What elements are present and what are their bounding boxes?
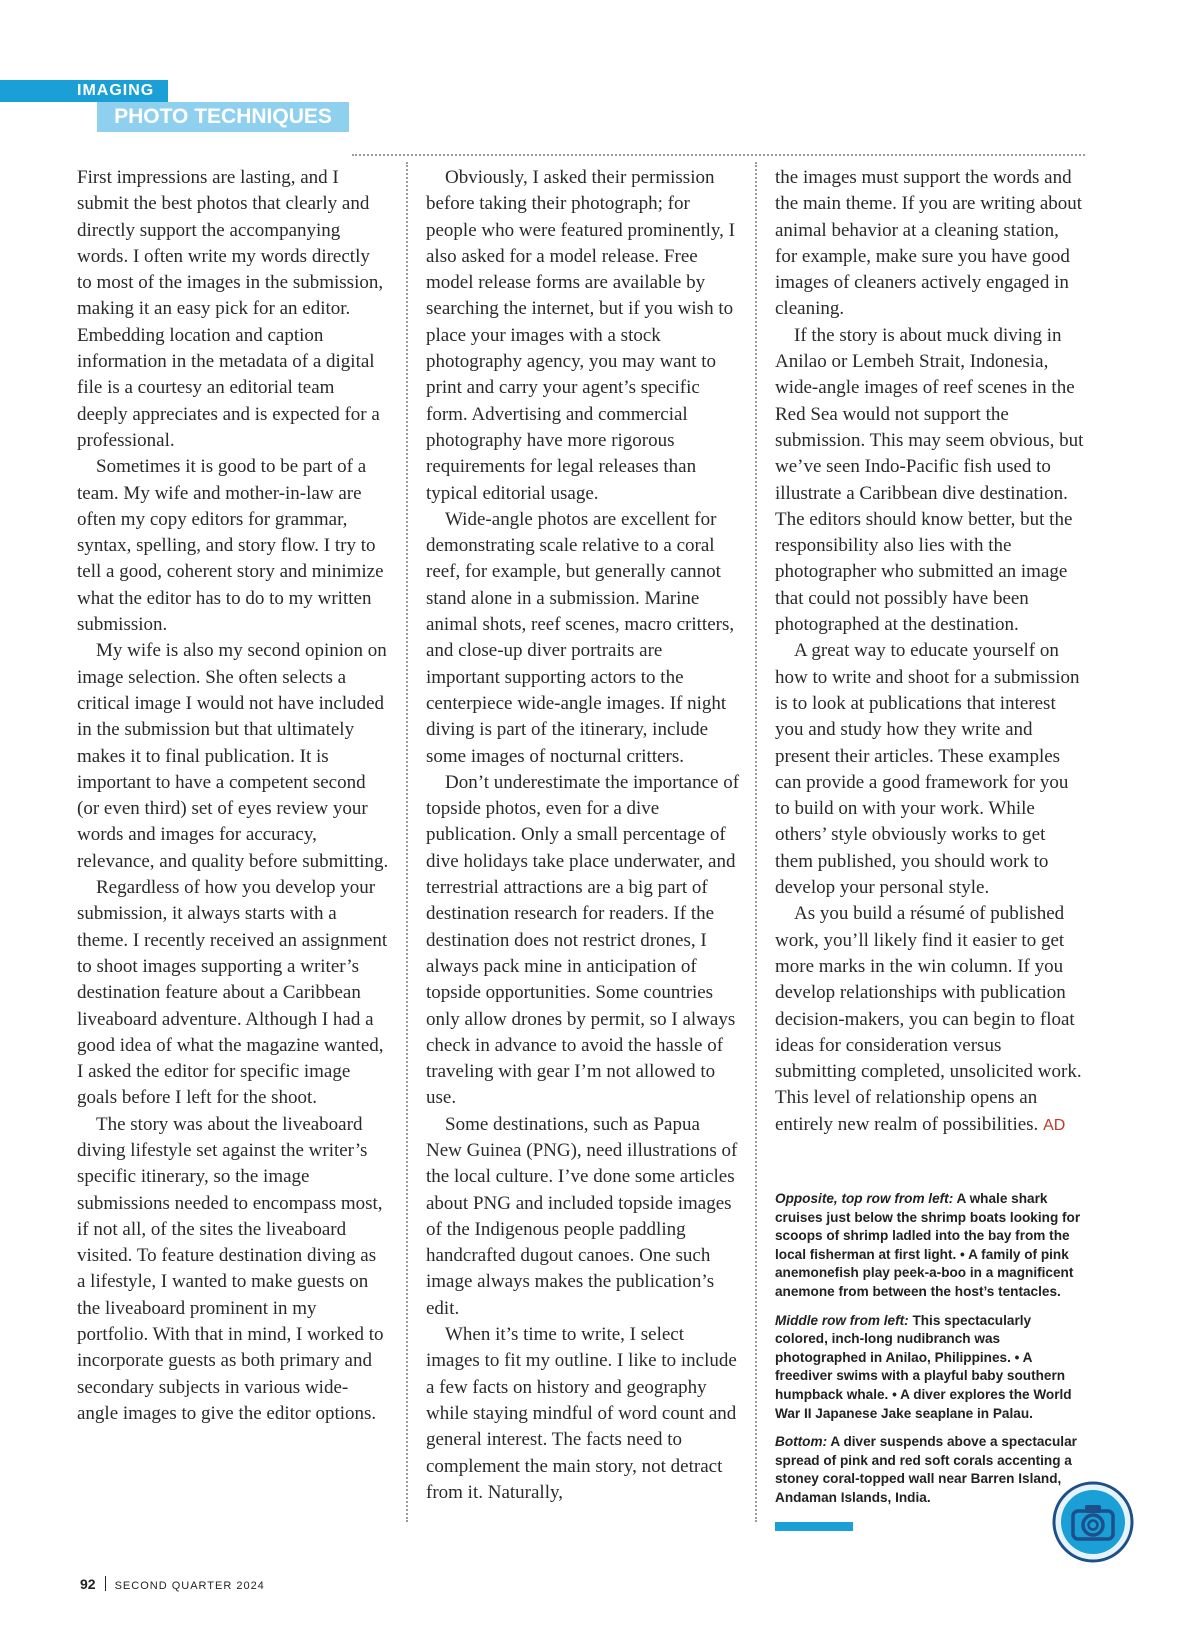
- caption-text: This spectacularly colored, inch-long nudibranch was photographed in Anilao, Philippines. • A freediver swims with a playful baby southern humpback whale. • A diver explores the World War II Japanese Jake seaplane in Palau.: [775, 1312, 1072, 1421]
- caption-text: A diver suspends above a spectacular spread of pink and red soft corals accenting a stoney coral-topped wall near Barren Island, Andaman Islands, India.: [775, 1434, 1077, 1505]
- caption-lead: Middle row from left:: [775, 1312, 909, 1328]
- page-footer: [80, 1576, 265, 1594]
- caption-lead: Bottom:: [775, 1434, 828, 1450]
- article-column-3: [775, 165, 1085, 1139]
- end-mark: AD: [1043, 1116, 1066, 1134]
- paragraph: The story was about the liveaboard diving lifestyle set against the writer’s specific itinerary, so the image submissions needed to encompass most, if not all, of the sites the liveaboard visited. To feature destination diving as a lifestyle, I wanted to make guests on the liveaboard prominent in my portfolio. With that in mind, I worked to incorporate guests as both primary and secondary subjects in various wide-angle images to give the editor options.: [77, 1113, 384, 1424]
- paragraph: Some destinations, such as Papua New Guinea (PNG), need illustrations of the local culture. I’ve done some articles about PNG and included topside images of the Indigenous people paddling handcrafted dugout canoes. One such image always makes the publication’s edit.: [426, 1113, 738, 1319]
- column-divider: [755, 162, 757, 1522]
- caption: [775, 1433, 1087, 1507]
- paragraph: First impressions are lasting, and I submit the best photos that clearly and directly support the accompanying words. I often write my words directly to most of the images in the submission, making it an easy pick for an editor. Embedding location and caption information in the metadata of a digital file is a courtesy an editorial team deeply appreciates and is expected for a professional.: [77, 167, 384, 451]
- column-divider: [406, 162, 408, 1522]
- paragraph: If the story is about muck diving in Anilao or Lembeh Strait, Indonesia, wide-angle images of reef scenes in the Red Sea would not support the submission. This may seem obvious, but we’ve seen Indo-Pacific fish used to illustrate a Caribbean dive destination. The editors should know better, but the responsibility also lies with the photographer who submitted an image that could not possibly have been photographed at the destination.: [775, 324, 1084, 636]
- footer-divider: [105, 1576, 106, 1591]
- issue-label: SECOND QUARTER 2024: [114, 1580, 265, 1592]
- paragraph: [775, 901, 1085, 1139]
- paragraph-text: As you build a résumé of published work, you’ll likely find it easier to get more marks in the win column. If you develop relationships with publication decision-makers, you can begin to float ideas for consideration versus submitting completed, unsolicited work. This level of relationship opens an entirely new realm of possibilities.: [775, 903, 1082, 1135]
- paragraph: Don’t underestimate the importance of topside photos, even for a dive publication. Only a small percentage of dive holidays take place underwater, and terrestrial attractions are a big part of destination research for readers. If the destination does not restrict drones, I always pack mine in anticipation of topside opportunities. Some countries only allow drones by permit, so I always check in advance to avoid the hassle of traveling with gear I’m not allowed to use.: [426, 771, 740, 1109]
- paragraph: Obviously, I asked their permission before taking their photograph; for people who were featured prominently, I also asked for a model release. Free model release forms are available by searching the internet, but if you wish to place your images with a stock photography agency, you may want to print and carry your agent’s specific form. Advertising and commercial photography have more rigorous requirements for legal releases than typical editorial usage.: [426, 167, 735, 504]
- caption-accent-bar: [775, 1522, 853, 1531]
- paragraph: My wife is also my second opinion on image selection. She often selects a critical image I would not have included in the submission but that ultimately makes it to final publication. It is important to have a competent second (or even third) set of eyes review your words and images for accuracy, relevance, and quality before submitting.: [77, 640, 389, 872]
- paragraph: Regardless of how you develop your submission, it always starts with a theme. I recently received an assignment to shoot images supporting a writer’s destination feature about a Caribbean liveaboard adventure. Although I had a good idea of what the magazine wanted, I asked the editor for specific image goals before I left for the shoot.: [77, 877, 388, 1109]
- paragraph: When it’s time to write, I select images to fit my outline. I like to include a few facts on history and geography while staying mindful of word count and general interest. The facts need to complement the main story, not detract from it. Naturally,: [426, 1324, 737, 1503]
- paragraph: Sometimes it is good to be part of a team. My wife and mother-in-law are often my copy editors for grammar, syntax, spelling, and story flow. I try to tell a good, coherent story and minimize what the editor has to do to my written submission.: [77, 456, 384, 636]
- photo-captions: [775, 1190, 1087, 1518]
- caption: [775, 1190, 1087, 1302]
- section-label: IMAGING: [0, 80, 168, 102]
- header-divider: [352, 154, 1085, 156]
- subsection-label: PHOTO TECHNIQUES: [97, 102, 349, 132]
- paragraph: Wide-angle photos are excellent for demonstrating scale relative to a coral reef, for example, but generally cannot stand alone in a submission. Marine animal shots, reef scenes, macro critters, and close-up diver portraits are important supporting actors to the centerpiece wide-angle images. If night diving is part of the itinerary, include some images of nocturnal critters.: [426, 508, 735, 767]
- paragraph: A great way to educate yourself on how to write and shoot for a submission is to look at publications that interest you and study how they write and present their articles. These examples can provide a good framework for you to build on with your work. While others’ style obviously works to get them published, you should work to develop your personal style.: [775, 640, 1080, 899]
- caption: [775, 1312, 1087, 1424]
- caption-lead: Opposite, top row from left:: [775, 1191, 954, 1206]
- caption-text: A whale shark cruises just below the shrimp boats looking for scoops of shrimp ladled into the bay from the local fisherman at first light. • A family of pink anemonefish play peek-a-boo in a magnificent anemone from between the host’s tentacles.: [775, 1191, 1081, 1299]
- article-column-1: [77, 165, 389, 1427]
- article-column-2: [426, 165, 740, 1506]
- camera-icon: [1052, 1481, 1134, 1563]
- page-number: 92: [80, 1576, 96, 1592]
- paragraph: the images must support the words and the main theme. If you are writing about animal behavior at a cleaning station, for example, make sure you have good images of cleaners actively engaged in cleaning.: [775, 167, 1083, 320]
